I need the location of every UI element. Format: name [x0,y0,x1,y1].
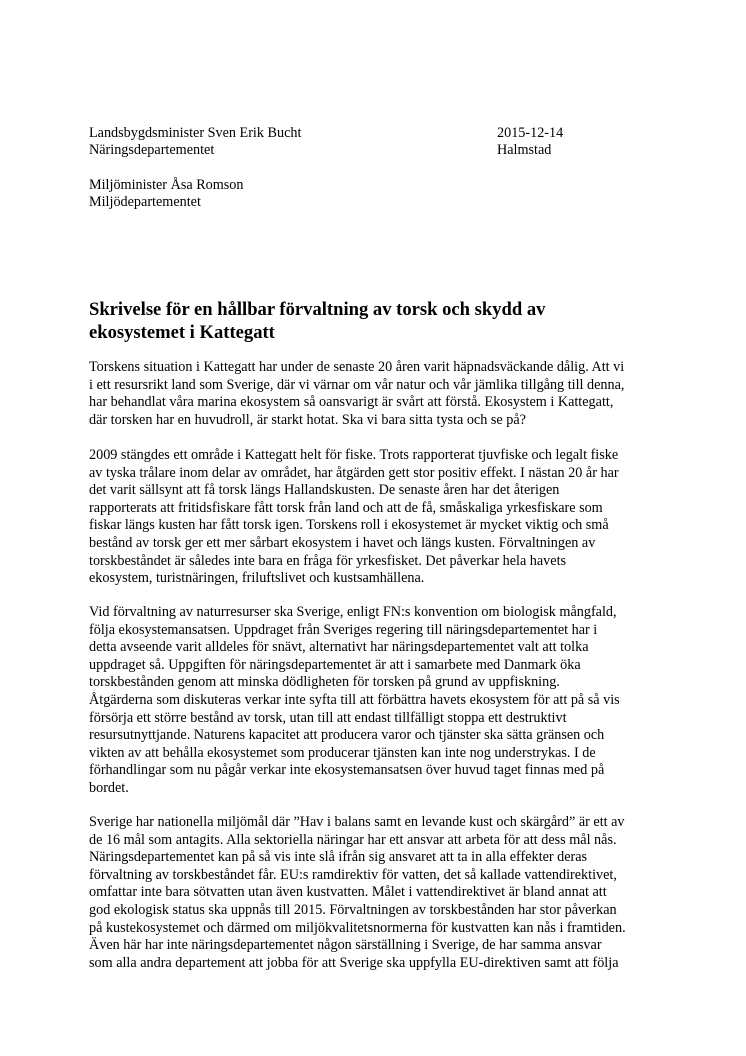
paragraph-line: Även här har inte näringsdepartementet någon särställning i Sverige, de har samma ansvar [89,937,602,954]
paragraph-line: torskbestånden genom att minska dödligheten för torsken på grund av uppfiskning. [89,674,560,691]
paragraph-3 [89,604,669,798]
paragraph-line: av tyska trålare inom delar av området, har åtgärden gett stor positiv effekt. I nästan 20 år har [89,464,619,481]
paragraph-line: fiskar längs kusten har fått torsk igen. Torskens roll i ekosystemet är mycket viktig och små [89,517,609,534]
paragraph-line: de 16 mål som antagits. Alla sektoriella näringar har ett ansvar att arbeta för att dess mål nås. [89,831,617,848]
paragraph-line: det varit sällsynt att få torsk längs Hallandskusten. De senaste åren har det återigen [89,482,560,499]
letter-place: Halmstad [497,142,552,158]
paragraph-line: vikten av att behålla ekosystemet som producerar tjänsten kan inte nog understrykas. I de [89,744,596,761]
paragraph-line: uppdraget så. Uppgiften för näringsdepartementet är att i samarbete med Danmark öka [89,656,581,673]
paragraph-line: i ett resursrikt land som Sverige, där vi värnar om vår natur och vår jämlika tillgång till denna, [89,376,625,393]
sender-department: Näringsdepartementet [89,142,215,158]
paragraph-line: där torsken har en huvudroll, är starkt hotat. Ska vi bara sitta tysta och se på? [89,411,526,428]
paragraph-line: ekosystem, turistnäringen, friluftslivet och kustsamhällena. [89,570,425,587]
recipient-name: Miljöminister Åsa Romson [89,177,244,193]
letter-date: 2015-12-14 [497,125,564,141]
paragraph-line: följa ekosystemansatsen. Uppdraget från Sveriges regering till näringsdepartementet har i [89,621,598,638]
paragraph-line: detta avseende varit alldeles för snävt, alternativt har näringsdepartementet valt att tolka [89,639,589,656]
paragraph-1 [89,359,669,429]
paragraph-line: Sverige har nationella miljömål där ”Hav i balans samt en levande kust och skärgård” är ett av [89,814,625,830]
paragraph-line: förvaltning av torskbeståndet får. EU:s ramdirektiv för vatten, det så kallade vattendirektivet, [89,866,617,883]
paragraph-line: som alla andra departement att jobba för att Sverige ska uppfylla EU-direktiven samt att följa [89,954,619,971]
paragraph-line: omfattar inte bara sötvatten utan även kustvatten. Målet i vattendirektivet är bland annat att [89,884,607,901]
paragraph-line: har behandlat våra marina ekosystem så oansvarigt är svårt att förstå. Ekosystem i Kattegatt, [89,394,614,411]
paragraph-line: Vid förvaltning av naturresurser ska Sverige, enligt FN:s konvention om biologisk mångfald, [89,604,617,620]
paragraph-4 [89,814,669,972]
paragraph-2 [89,447,669,588]
paragraph-line: resursutnyttjande. Naturens kapacitet att producera varor och tjänster ska sätta gränsen och [89,727,605,744]
title-line-1: Skrivelse för en hållbar förvaltning av torsk och skydd av [89,299,546,320]
paragraph-line: rapporterats att fritidsfiskare fått torsk från land och att de få, småskaliga yrkesfiskare som [89,499,603,516]
paragraph-line: Torskens situation i Kattegatt har under de senaste 20 åren varit häpnadsväckande dålig. Att vi [89,359,625,375]
recipient-department: Miljödepartementet [89,194,201,210]
document-title [89,298,669,344]
paragraph-line: 2009 stängdes ett område i Kattegatt helt för fiske. Trots rapporterat tjuvfiske och legalt fiske [89,447,619,463]
paragraph-line: bestånd av torsk ger ett mer sårbart ekosystem i havet och längs kusten. Förvaltningen av [89,534,596,551]
paragraph-line: torskbeståndet är således inte bara en fråga för yrkesfisket. Det påverkar hela havets [89,552,567,569]
paragraph-line: god ekologisk status ska uppnås till 2015. Förvaltningen av torskbestånden har stor påverkan [89,901,617,918]
paragraph-line: bordet. [89,779,129,796]
paragraph-line: förhandlingar som nu pågår verkar inte ekosystemansatsen över huvud taget finnas med på [89,762,605,779]
paragraph-line: på kustekosystemet och därmed om miljökvalitetsnormerna för kustvatten kan nås i framtiden. [89,919,626,936]
paragraph-line: Åtgärderna som diskuteras verkar inte syfta till att förbättra havets ekosystem för att på så vis [89,691,620,708]
paragraph-line: försörja ett större bestånd av torsk, utan till att endast tillfälligt stoppa ett destruktivt [89,709,567,726]
paragraph-line: Näringsdepartementet kan på så vis inte slå ifrån sig ansvaret att ta in alla effekter deras [89,849,588,866]
title-line-2: ekosystemet i Kattegatt [89,322,275,343]
sender-name: Landsbygdsminister Sven Erik Bucht [89,125,302,141]
